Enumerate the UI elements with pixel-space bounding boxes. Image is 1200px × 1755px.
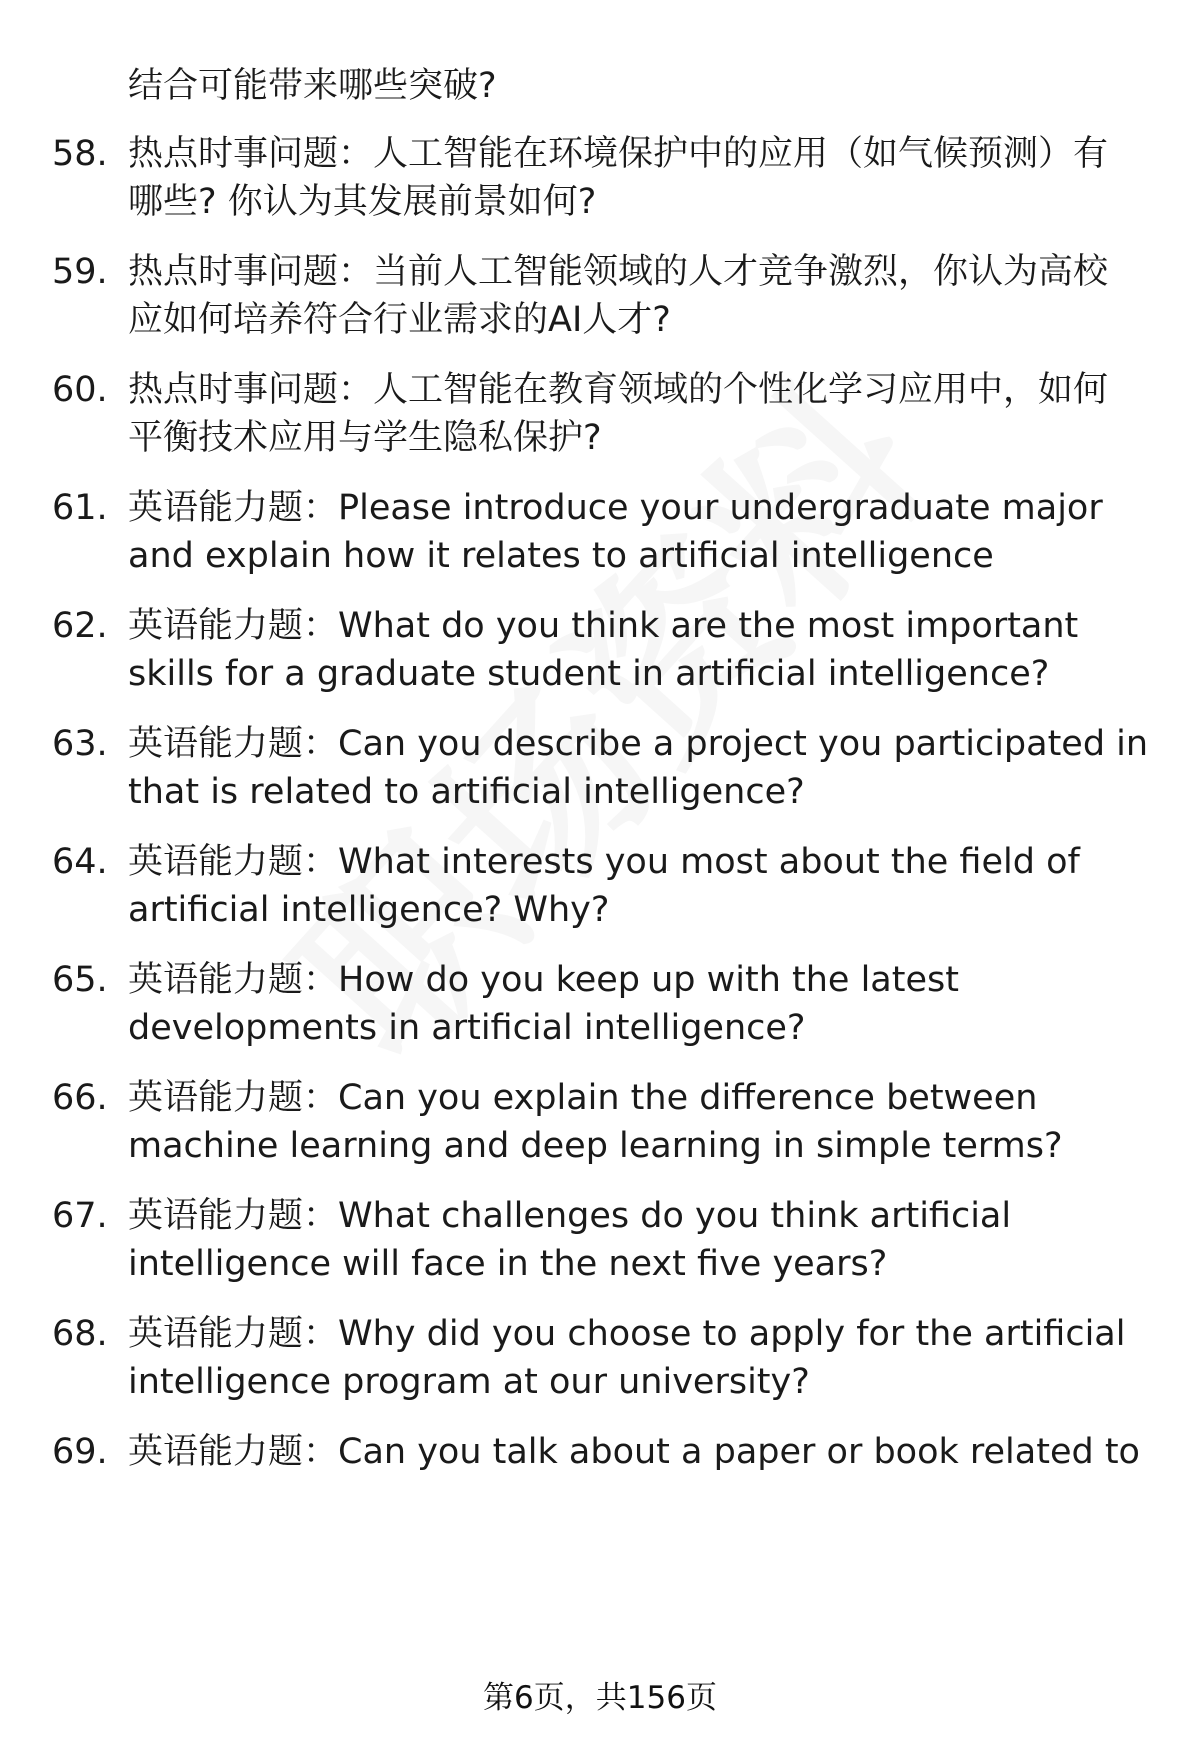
question-item [52, 1074, 1152, 1170]
question-item [52, 130, 1152, 226]
question-text-line: that is related to artificial intelligence? [128, 772, 805, 812]
question-item [52, 1428, 1152, 1476]
question-number: 66. [52, 1078, 108, 1118]
question-text-line: machine learning and deep learning in simple terms? [128, 1126, 1063, 1166]
question-item [52, 720, 1152, 816]
question-number: 61. [52, 488, 108, 528]
question-number: 63. [52, 724, 108, 764]
question-text-line: 应如何培养符合行业需求的AI人才? [128, 300, 671, 340]
question-text-line: 热点时事问题：人工智能在环境保护中的应用（如气候预测）有 [128, 134, 1109, 174]
question-number: 64. [52, 842, 108, 882]
question-item [52, 602, 1152, 698]
question-text-line: artificial intelligence? Why? [128, 890, 610, 930]
question-item [52, 956, 1152, 1052]
question-text-line: 平衡技术应用与学生隐私保护? [128, 418, 602, 458]
page-footer: 第6页，共156页 [483, 1680, 717, 1716]
question-text-line: 英语能力题：What challenges do you think artificial [128, 1196, 1012, 1236]
question-item [52, 838, 1152, 934]
question-text-line: developments in artificial intelligence? [128, 1008, 806, 1048]
question-text-line: 英语能力题：Can you describe a project you participated in [128, 724, 1149, 764]
question-text-line: skills for a graduate student in artificial intelligence? [128, 654, 1050, 694]
continued-question-text: 结合可能带来哪些突破? [128, 66, 497, 106]
question-number: 58. [52, 134, 108, 174]
question-text-line: 英语能力题：Can you talk about a paper or book related to [128, 1432, 1140, 1472]
question-text-line: 英语能力题：Why did you choose to apply for the artificial [128, 1314, 1126, 1354]
question-item [52, 1192, 1152, 1288]
question-number: 59. [52, 252, 108, 292]
question-number: 67. [52, 1196, 108, 1236]
question-text-line: and explain how it relates to artificial intelligence [128, 536, 994, 576]
question-item [52, 484, 1152, 580]
question-item [52, 1310, 1152, 1406]
question-item [52, 248, 1152, 344]
question-text-line: 英语能力题：What do you think are the most important [128, 606, 1079, 646]
question-text-line: 热点时事问题：人工智能在教育领域的个性化学习应用中，如何 [128, 370, 1109, 410]
question-number: 62. [52, 606, 108, 646]
question-text-line: 英语能力题：Can you explain the difference between [128, 1078, 1038, 1118]
question-item [52, 366, 1152, 462]
question-text-line: 英语能力题：Please introduce your undergraduate major [128, 488, 1103, 528]
question-number: 65. [52, 960, 108, 1000]
question-number: 60. [52, 370, 108, 410]
question-text-line: 英语能力题：What interests you most about the field of [128, 842, 1080, 882]
question-text-line: intelligence will face in the next five years? [128, 1244, 888, 1284]
question-text-line: 热点时事问题：当前人工智能领域的人才竞争激烈，你认为高校 [128, 252, 1109, 292]
question-text-line: intelligence program at our university? [128, 1362, 810, 1402]
question-number: 69. [52, 1432, 108, 1472]
question-text-line: 哪些? 你认为其发展前景如何? [128, 182, 597, 222]
question-number: 68. [52, 1314, 108, 1354]
question-text-line: 英语能力题：How do you keep up with the latest [128, 960, 959, 1000]
